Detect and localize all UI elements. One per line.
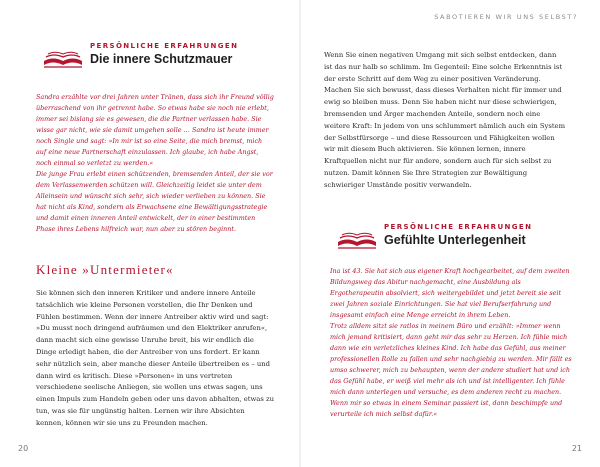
right-page — [300, 0, 600, 467]
body-text-left — [36, 288, 274, 430]
story-paragraph: Trotz alldem sitzt sie ratlos in meinem Büro und erzählt: »Immer wenn mich jemand kritisiert, dann geht mir das sehr zu Herzen. Ich fühle mich dann wie ein verletzliches kleines Kind. Ich habe das Gefühl, aus meiner professionellen Rolle zu fallen und sehr nachgiebig zu werden. Mir fällt es umso schwerer, mich zu behaupten, wenn der andere studiert hat und ich das Gefühl habe, er weiß viel mehr als ich und ist intelligenter. Ich fühle mich dann unterlegen und versuche, es dem anderen recht zu machen. Wenn mir so etwas in einem Seminar passiert ist, dann beschimpfe und verurteile ich mich selbst dafür.« — [330, 322, 572, 418]
experience-title: Die innere Schutzmauer — [90, 52, 233, 66]
body-text-right — [324, 50, 566, 192]
experience-story-left — [36, 92, 274, 235]
section-heading: Kleine »Untermieter« — [36, 262, 174, 277]
open-book-icon — [336, 227, 378, 251]
story-paragraph: Ina ist 43. Sie hat sich aus eigener Kraft hochgearbeitet, auf dem zweiten Bildungsweg das Abitur nachgemacht, eine Ausbildung als Ergotherapeutin absolviert, sich weitergebildet und jetzt bereit sie seit zwei Jahren soziale Einrichtungen. Sie hat viel Berufserfahrung und insgesamt einfach eine Menge erreicht in ihrem Leben. — [330, 267, 570, 319]
experience-label: PERSÖNLICHE ERFAHRUNGEN — [90, 42, 239, 50]
experience-label: PERSÖNLICHE ERFAHRUNGEN — [384, 223, 533, 231]
open-book-icon — [42, 46, 84, 70]
page-number-left: 20 — [18, 444, 29, 453]
experience-header-left — [42, 42, 238, 70]
body-paragraph: Wenn Sie einen negativen Umgang mit sich selbst entdecken, dann ist das nur halb so schlimm. Im Gegenteil: Eine solche Erkenntnis ist der erste Schritt auf dem Weg zu einer positiven Veränderung. Machen Sie sich bewusst, dass dieses Verhalten nicht für immer und ewig so bleiben muss. Denn Sie haben nicht nur diese schwierigen, bremsenden und Ärger machenden Anteile, sondern noch eine weitere Kraft: In jedem von uns schlummert nämlich auch ein System der Selbstfürsorge – und diese Ressourcen und Fähigkeiten wollen wir mit diesem Buch aktivieren. Sie können lernen, innere Kraftquellen nicht nur für andere, sondern auch für sich selbst zu nutzen. Damit können Sie Ihre Strategien zur Bewältigung schwieriger Umstände positiv verwandeln. — [324, 51, 566, 189]
experience-header-right — [336, 223, 532, 251]
body-paragraph: Sie können sich den inneren Kritiker und andere innere Anteile tatsächlich wie kleine Personen vorstellen, die Ihr Denken und Fühlen bestimmen. Wenn der innere Antreiber aktiv wird und sagt: »Du musst noch dringend aufräumen und den Elektriker anrufen«, dann macht sich eine gewisse Unruhe breit, bis wir endlich die Dinge erledigt haben, die der Antreiber von uns fordert. Er kann sehr nützlich sein, aber manche dieser Anteile übertreiben es – und dann wird es kritisch. Diese »Personen« in uns vertreten verschiedene seelische Anliegen, sie wollen uns etwas sagen, uns einen Impuls zum Handeln geben oder uns davon abhalten, etwas zu tun, was sie für ungünstig halten. Lernen wir ihre Absichten kennen, können wir sie uns zu Freunden machen. — [36, 289, 274, 427]
page-number-right: 21 — [571, 444, 582, 453]
story-paragraph: Die junge Frau erlebt einen schützenden, bremsenden Anteil, der sie vor dem Verlassenwerden schützen will. Gleichzeitig leidet sie unter dem Alleinsein und wünscht sich sehr, sich wieder verlieben zu können. Sie hat nicht als Kind, sondern als Erwachsene eine Bewältigungsstrategie und damit einen inneren Anteil entwickelt, der in einer bestimmten Phase ihres Lebens hilfreich war, nun aber zu stören beginnt. — [36, 170, 273, 233]
running-head: SABOTIEREN WIR UNS SELBST? — [434, 13, 578, 21]
story-paragraph: Sandra erzählte vor drei Jahren unter Tränen, dass sich ihr Freund völlig überraschend von ihr getrennt habe. So etwas habe sie noch nie erlebt, immer sei bislang sie es gewesen, die die Partner verlassen habe. Sie wisse gar nicht, wie sie damit umgehen solle … Sandra ist heute immer noch Single und sagt: »In mir ist so eine Seite, die mich bremst, mich auf eine neue Partnerschaft einzulassen. Ich glaube, ich habe Angst, noch einmal so verletzt zu werden.« — [36, 93, 274, 167]
experience-story-right — [330, 266, 572, 420]
experience-title: Gefühlte Unterlegenheit — [384, 233, 526, 247]
